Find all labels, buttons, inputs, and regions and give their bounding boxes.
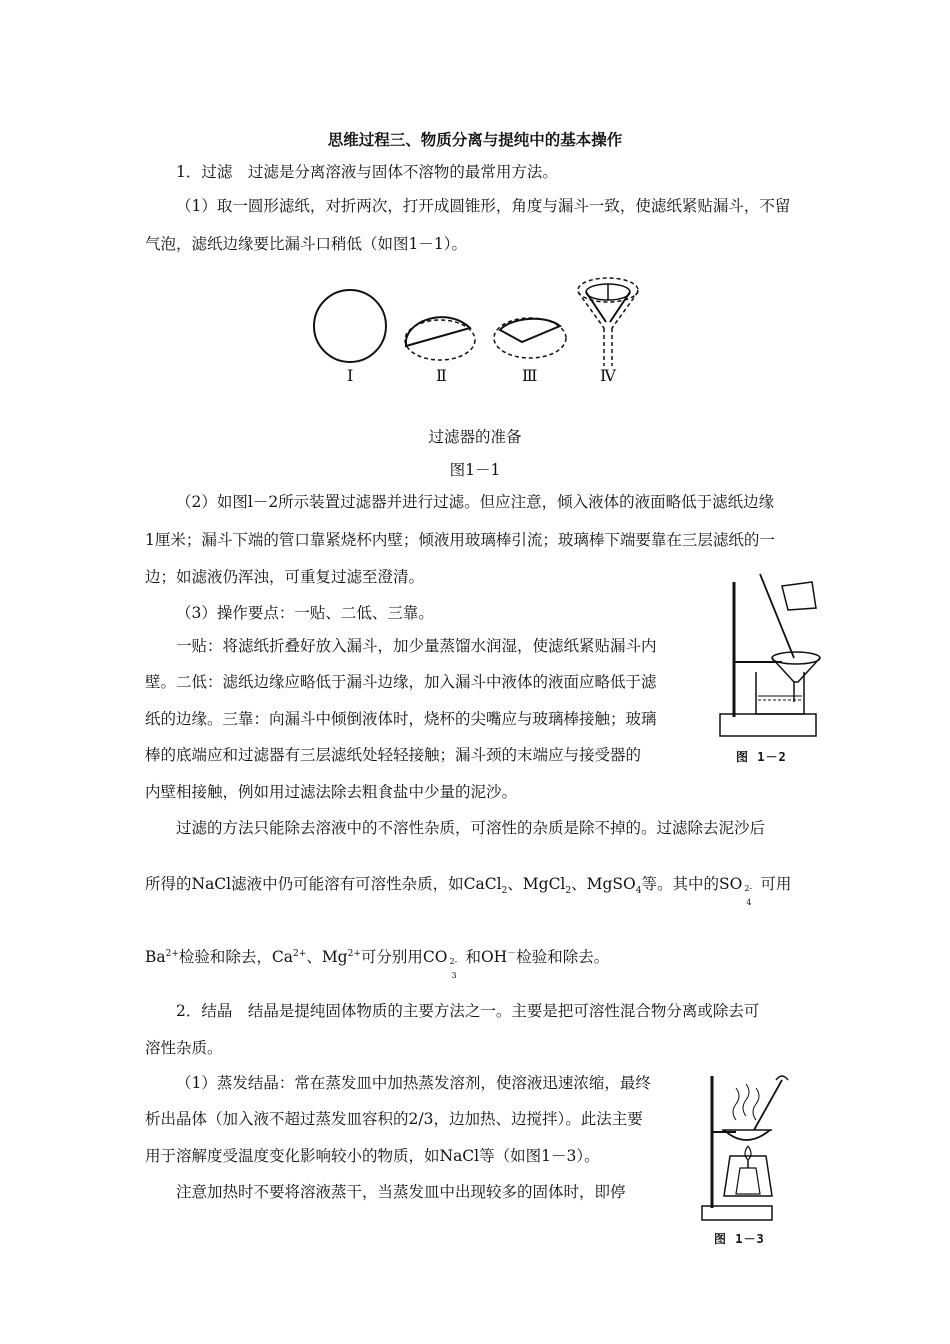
paragraph-key-points-line3: 纸的边缘。三靠：向漏斗中倾倒液体时，烧杯的尖嘴应与玻璃棒接触；玻璃 <box>145 710 657 728</box>
paragraph-key-points-line2: 壁。二低：滤纸边缘应略低于漏斗边缘，加入漏斗中液体的液面应略低于滤 <box>145 673 657 691</box>
paragraph-step2-line3: 边；如滤液仍浑浊，可重复过滤至澄清。 <box>145 568 425 586</box>
filtration-apparatus-figure <box>712 572 822 742</box>
paragraph-impurities-line3: $Ba^{2+}$检验和除去，$Ca^{2+}$、$Mg^{2+}$可分别用CO 2- 3 和OH－检验和除去。 <box>145 948 610 980</box>
figure-label-3: Ⅲ <box>522 366 538 385</box>
paragraph-evaporation-line2: 析出晶体（加入液不超过蒸发皿容积的2/3，边加热、边搅拌）。此法主要 <box>145 1110 643 1128</box>
paragraph-crystallization-line1: 2．结晶 结晶是提纯固体物质的主要方法之一。主要是把可溶性混合物分离或除去可 <box>176 1002 760 1020</box>
paragraph-step2-line2: 1厘米；漏斗下端的管口靠紧烧杯内壁；倾液用玻璃棒引流；玻璃棒下端要靠在三层滤纸的一 <box>145 531 775 549</box>
filter-paper-circle <box>314 290 386 362</box>
paragraph-evaporation-line1: （1）蒸发结晶：常在蒸发皿中加热蒸发溶剂，使溶液迅速浓缩，最终 <box>176 1074 651 1092</box>
figure-label-1: Ⅰ <box>347 366 354 385</box>
paragraph-impurities-line2: 所得的NaCl滤液中仍可能溶有可溶性杂质，如CaCl$_2$、MgCl$_2$、MgSO$_4$等。其中的SO 2- 4 可用 <box>145 875 792 907</box>
filter-funnel-cone <box>578 278 638 366</box>
paragraph-key-points-line5: 内壁相接触，例如用过滤法除去粗食盐中少量的泥沙。 <box>145 783 518 801</box>
paragraph-step1-line1: （1）取一圆形滤纸，对折两次，打开成圆锥形，角度与漏斗一致，使滤纸紧贴漏斗，不留 <box>176 197 791 215</box>
figure-label-4: Ⅳ <box>600 366 616 385</box>
section-title: 思维过程三、物质分离与提纯中的基本操作 <box>327 130 623 149</box>
figure-1-2-caption: 图 1－2 <box>736 750 787 764</box>
filter-paper-half-fold <box>405 317 475 360</box>
figure-1-3-caption: 图 1－3 <box>714 1232 765 1246</box>
paragraph-filtration-intro: 1．过滤 过滤是分离溶液与固体不溶物的最常用方法。 <box>176 163 558 181</box>
paragraph-crystallization-line2: 溶性杂质。 <box>145 1039 223 1057</box>
figure-1-1-caption: 过滤器的准备 <box>428 428 522 446</box>
figure-1-1-number: 图1－1 <box>449 461 501 479</box>
filter-paper-folding-figure <box>300 270 640 370</box>
paragraph-evaporation-line3: 用于溶解度受温度变化影响较小的物质，如NaCl等（如图1－3）。 <box>145 1147 600 1165</box>
paragraph-impurities-line1: 过滤的方法只能除去溶液中的不溶性杂质，可溶性的杂质是除不掉的。过滤除去泥沙后 <box>176 819 766 837</box>
paragraph-step3: （3）操作要点：一贴、二低、三靠。 <box>176 604 434 622</box>
paragraph-key-points-line4: 棒的底端应和过滤器有三层滤纸处轻轻接触；漏斗颈的末端应与接受器的 <box>145 746 642 764</box>
filter-paper-quarter-fold <box>494 318 566 358</box>
paragraph-step1-line2: 气泡，滤纸边缘要比漏斗口稍低（如图1－1）。 <box>145 235 467 253</box>
paragraph-step2-line1: （2）如图l－2所示装置过滤器并进行过滤。但应注意，倾入液体的液面略低于滤纸边缘 <box>176 493 775 511</box>
evaporation-apparatus-figure <box>696 1068 806 1228</box>
figure-label-2: Ⅱ <box>436 366 447 385</box>
paragraph-evaporation-line4: 注意加热时不要将溶液蒸干，当蒸发皿中出现较多的固体时，即停 <box>176 1183 626 1201</box>
paragraph-key-points-line1: 一贴：将滤纸折叠好放入漏斗，加少量蒸馏水润湿，使滤纸紧贴漏斗内 <box>176 637 657 655</box>
